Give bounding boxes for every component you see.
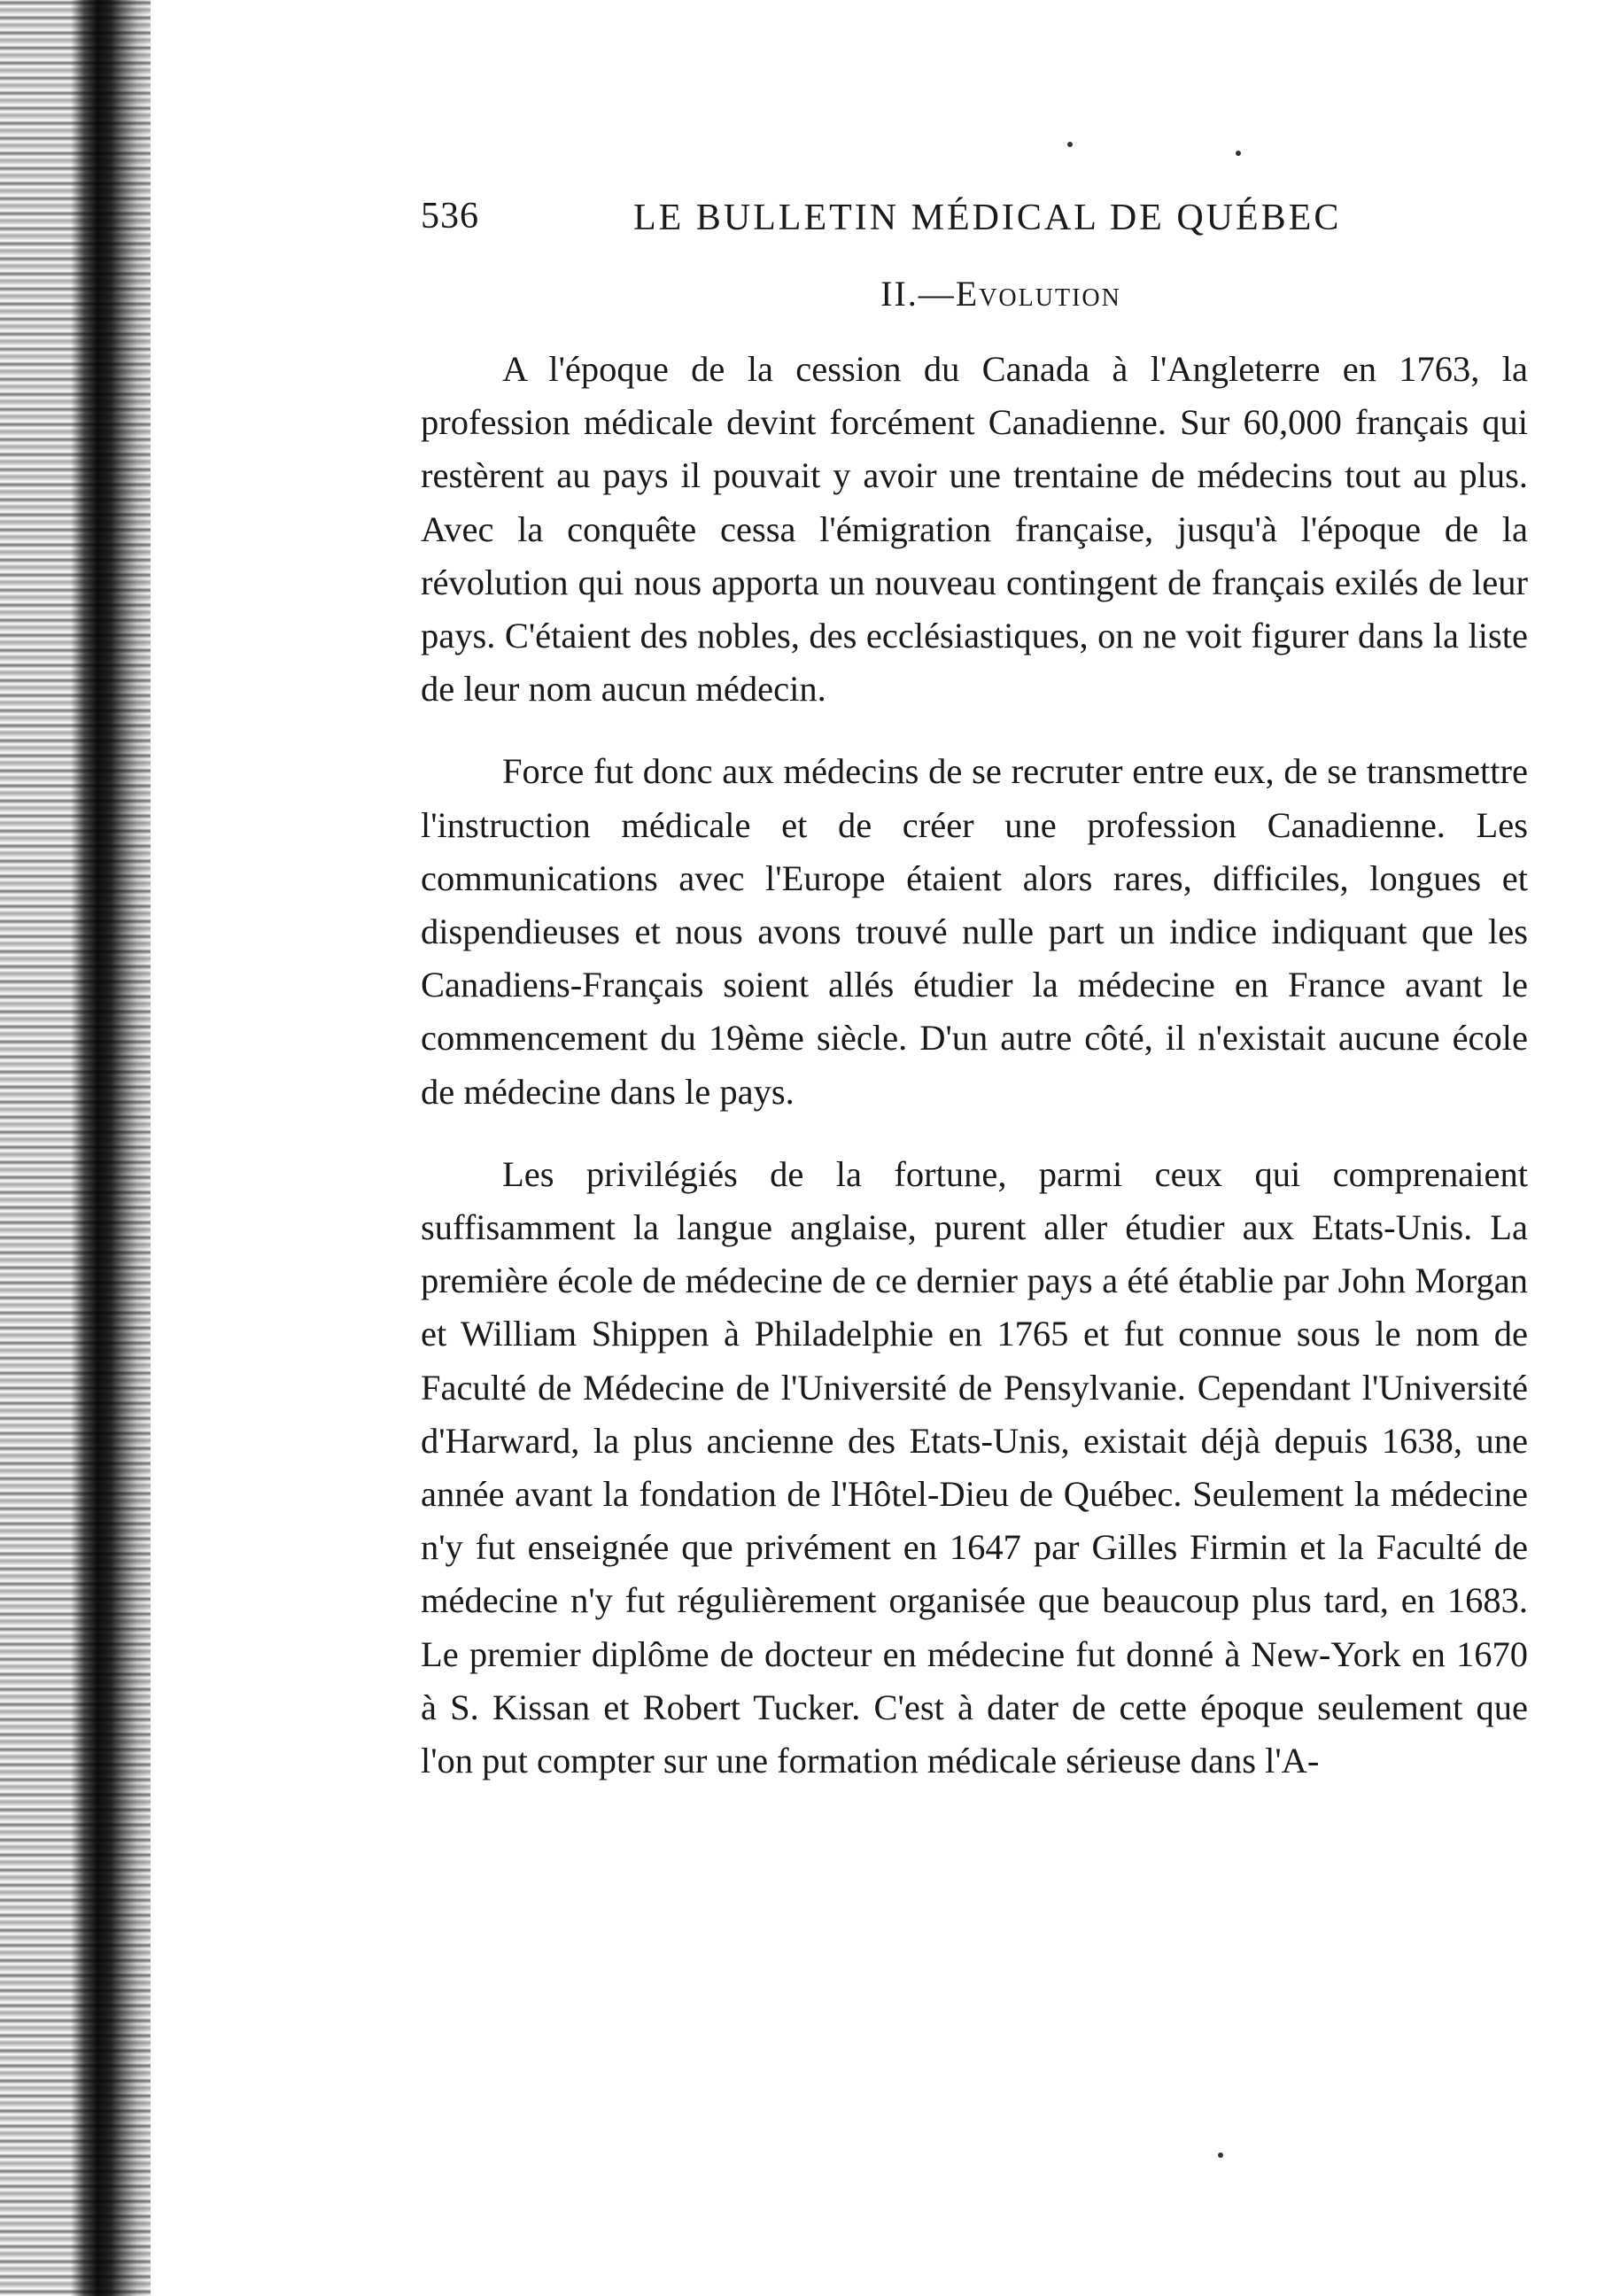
print-speck bbox=[1218, 2152, 1223, 2158]
print-speck bbox=[1067, 142, 1073, 147]
journal-title: LE BULLETIN MÉDICAL DE QUÉBEC bbox=[633, 198, 1342, 238]
book-binding-shadow bbox=[0, 0, 151, 2296]
document-page bbox=[421, 195, 1528, 1817]
section-title: II.—Evolution bbox=[880, 274, 1121, 314]
running-head bbox=[421, 195, 1528, 248]
paragraph-3: Les privilégiés de la fortune, parmi ceux qui comprenaient suffisamment la langue anglaise, purent aller étudier aux Etats-Unis. La première école de médecine de ce dernier pays a été établie par John Morgan et William Shippen à Philadelphie en 1765 et fut connue sous le nom de Faculté de Médecine de l'Université de Pensylvanie. Cependant l'Université d'Harward, la plus ancienne des Etats-Unis, existait déjà depuis 1638, une année avant la fondation de l'Hôtel-Dieu de Québec. Seulement la médecine n'y fut enseignée que privément en 1647 par Gilles Firmin et la Faculté de médecine n'y fut régulièrement organisée que beaucoup plus tard, en 1683. Le premier diplôme de docteur en médecine fut donné à New-York en 1670 à S. Kissan et Robert Tucker. C'est à dater de cette époque seulement que l'on put compter sur une formation médicale sérieuse dans l'A- bbox=[421, 1153, 1528, 1781]
print-speck bbox=[1236, 151, 1241, 156]
paragraph-2: Force fut donc aux médecins de se recruter entre eux, de se transmettre l'instruction médicale et de créer une profession Canadienne. Les communications avec l'Europe étaient alors rares, difficiles, longues et dispendieuses et nous avons trouvé nulle part un indice indiquant que les Canadiens-Français soient allés étudier la médecine en France avant le commencement du 19ème siècle. D'un autre côté, il n'existait aucune école de médecine dans le pays. bbox=[421, 751, 1528, 1112]
page-number: 536 bbox=[421, 196, 479, 237]
paragraph-1: A l'époque de la cession du Canada à l'Angleterre en 1763, la profession médicale devint forcément Canadienne. Sur 60,000 français qui restèrent au pays il pouvait y avoir une trentaine de médecins tout au plus. Avec la conquête cessa l'émigration française, jusqu'à l'époque de la révolution qui nous apporta un nouveau contingent de français exilés de leur pays. C'étaient des nobles, des ecclésiastiques, on ne voit figurer dans la liste de leur nom aucun médecin. bbox=[421, 349, 1528, 710]
